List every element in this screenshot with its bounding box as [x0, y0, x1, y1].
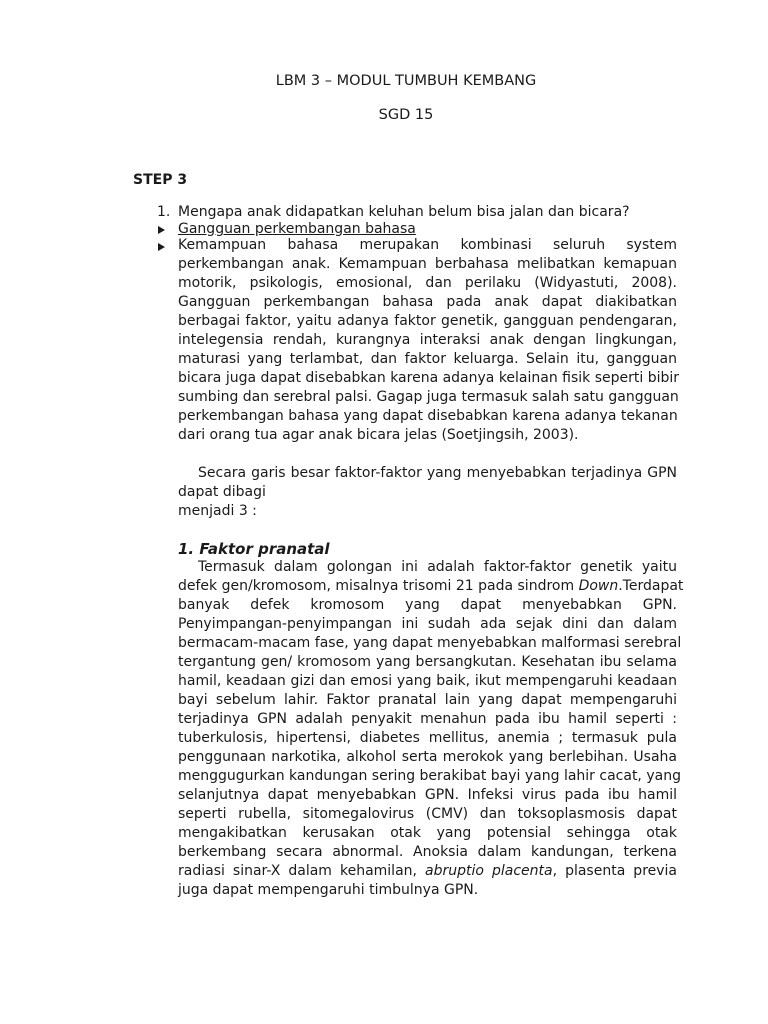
paragraph-line: terjadinya GPN adalah penyakit menahun pada ibu hamil seperti :	[178, 711, 677, 727]
paragraph-line: mengakibatkan kerusakan otak yang potensial sehingga otak	[178, 825, 677, 841]
paragraph-line: Gangguan perkembangan bahasa pada anak dapat diakibatkan	[178, 294, 677, 310]
question-number: 1.	[157, 204, 171, 220]
paragraph-line: bicara juga dapat disebabkan karena adanya kelainan fisik seperti bibir	[178, 370, 680, 386]
section-heading: 1. Faktor pranatal	[178, 540, 330, 558]
paragraph-line: tuberkulosis, hipertensi, diabetes mellitus, anemia ; termasuk pula	[178, 730, 677, 746]
paragraph-line: Penyimpangan-penyimpangan ini sudah ada sejak dini dan dalam	[178, 616, 677, 632]
italic-term: abruptio placenta	[425, 863, 553, 879]
paragraph-line: menjadi 3 :	[178, 503, 257, 519]
paragraph-line: seperti rubella, sitomegalovirus (CMV) dan toksoplasmosis dapat	[178, 806, 677, 822]
paragraph-line: dapat dibagi	[178, 484, 266, 500]
paragraph-line: sumbing dan serebral palsi. Gagap juga termasuk salah satu gangguan	[178, 389, 679, 405]
paragraph-line: perkembangan bahasa yang dapat disebabkan karena adanya tekanan	[178, 408, 678, 424]
paragraph-line: Secara garis besar faktor-faktor yang menyebabkan terjadinya GPN	[198, 465, 677, 481]
paragraph-line: motorik, psikologis, emosional, dan perilaku (Widyastuti, 2008).	[178, 275, 677, 291]
paragraph-line: Kemampuan bahasa merupakan kombinasi seluruh system	[178, 237, 677, 253]
question-text: Mengapa anak didapatkan keluhan belum bisa jalan dan bicara?	[178, 204, 630, 220]
paragraph-line: juga dapat mempengaruhi timbulnya GPN.	[178, 882, 479, 898]
paragraph-line: berbagai faktor, yaitu adanya faktor genetik, gangguan pendengaran,	[178, 313, 677, 329]
bullet-heading: Gangguan perkembangan bahasa	[178, 221, 416, 237]
paragraph-line: radiasi sinar-X dalam kehamilan, abruptio placenta, plasenta previa	[178, 863, 678, 879]
paragraph-line: maturasi yang terlambat, dan faktor keluarga. Selain itu, gangguan	[178, 351, 677, 367]
paragraph-line: selanjutnya dapat menyebabkan GPN. Infeksi virus pada ibu hamil	[178, 787, 677, 803]
paragraph-line: defek gen/kromosom, misalnya trisomi 21 pada sindrom Down.Terdapat	[178, 578, 684, 594]
step-heading: STEP 3	[133, 172, 188, 188]
paragraph-line: Termasuk dalam golongan ini adalah faktor-faktor genetik yaitu	[198, 559, 677, 575]
paragraph-line: tergantung gen/ kromosom yang bersangkutan. Kesehatan ibu selama	[178, 654, 677, 670]
bullet-paragraph	[178, 236, 680, 445]
triangle-bullet-icon	[158, 243, 165, 251]
paragraph-line: berkembang secara abnormal. Anoksia dalam kandungan, terkena	[178, 844, 677, 860]
intro-paragraph	[178, 464, 677, 521]
section-paragraph	[178, 558, 684, 900]
italic-term: Down	[578, 578, 619, 594]
document-title: LBM 3 – MODUL TUMBUH KEMBANG	[275, 73, 537, 89]
paragraph-line: bermacam-macam fase, yang dapat menyebabkan malformasi serebral	[178, 635, 682, 651]
paragraph-line: intelegensia rendah, kurangnya interaksi anak dengan lingkungan,	[178, 332, 677, 348]
paragraph-line: banyak defek kromosom yang dapat menyebabkan GPN.	[178, 597, 677, 613]
paragraph-line: perkembangan anak. Kemampuan berbahasa melibatkan kemapuan	[178, 256, 677, 272]
paragraph-line: menggugurkan kandungan sering berakibat bayi yang lahir cacat, yang	[178, 768, 681, 784]
paragraph-line: penggunaan narkotika, alkohol serta merokok yang berlebihan. Usaha	[178, 749, 677, 765]
paragraph-line: hamil, keadaan gizi dan emosi yang baik, ikut mempengaruhi keadaan	[178, 673, 677, 689]
triangle-bullet-icon	[158, 226, 165, 234]
paragraph-line: dari orang tua agar anak bicara jelas (Soetjingsih, 2003).	[178, 427, 579, 443]
paragraph-line: bayi sebelum lahir. Faktor pranatal lain yang dapat mempengaruhi	[178, 692, 677, 708]
document-subtitle: SGD 15	[378, 107, 434, 123]
